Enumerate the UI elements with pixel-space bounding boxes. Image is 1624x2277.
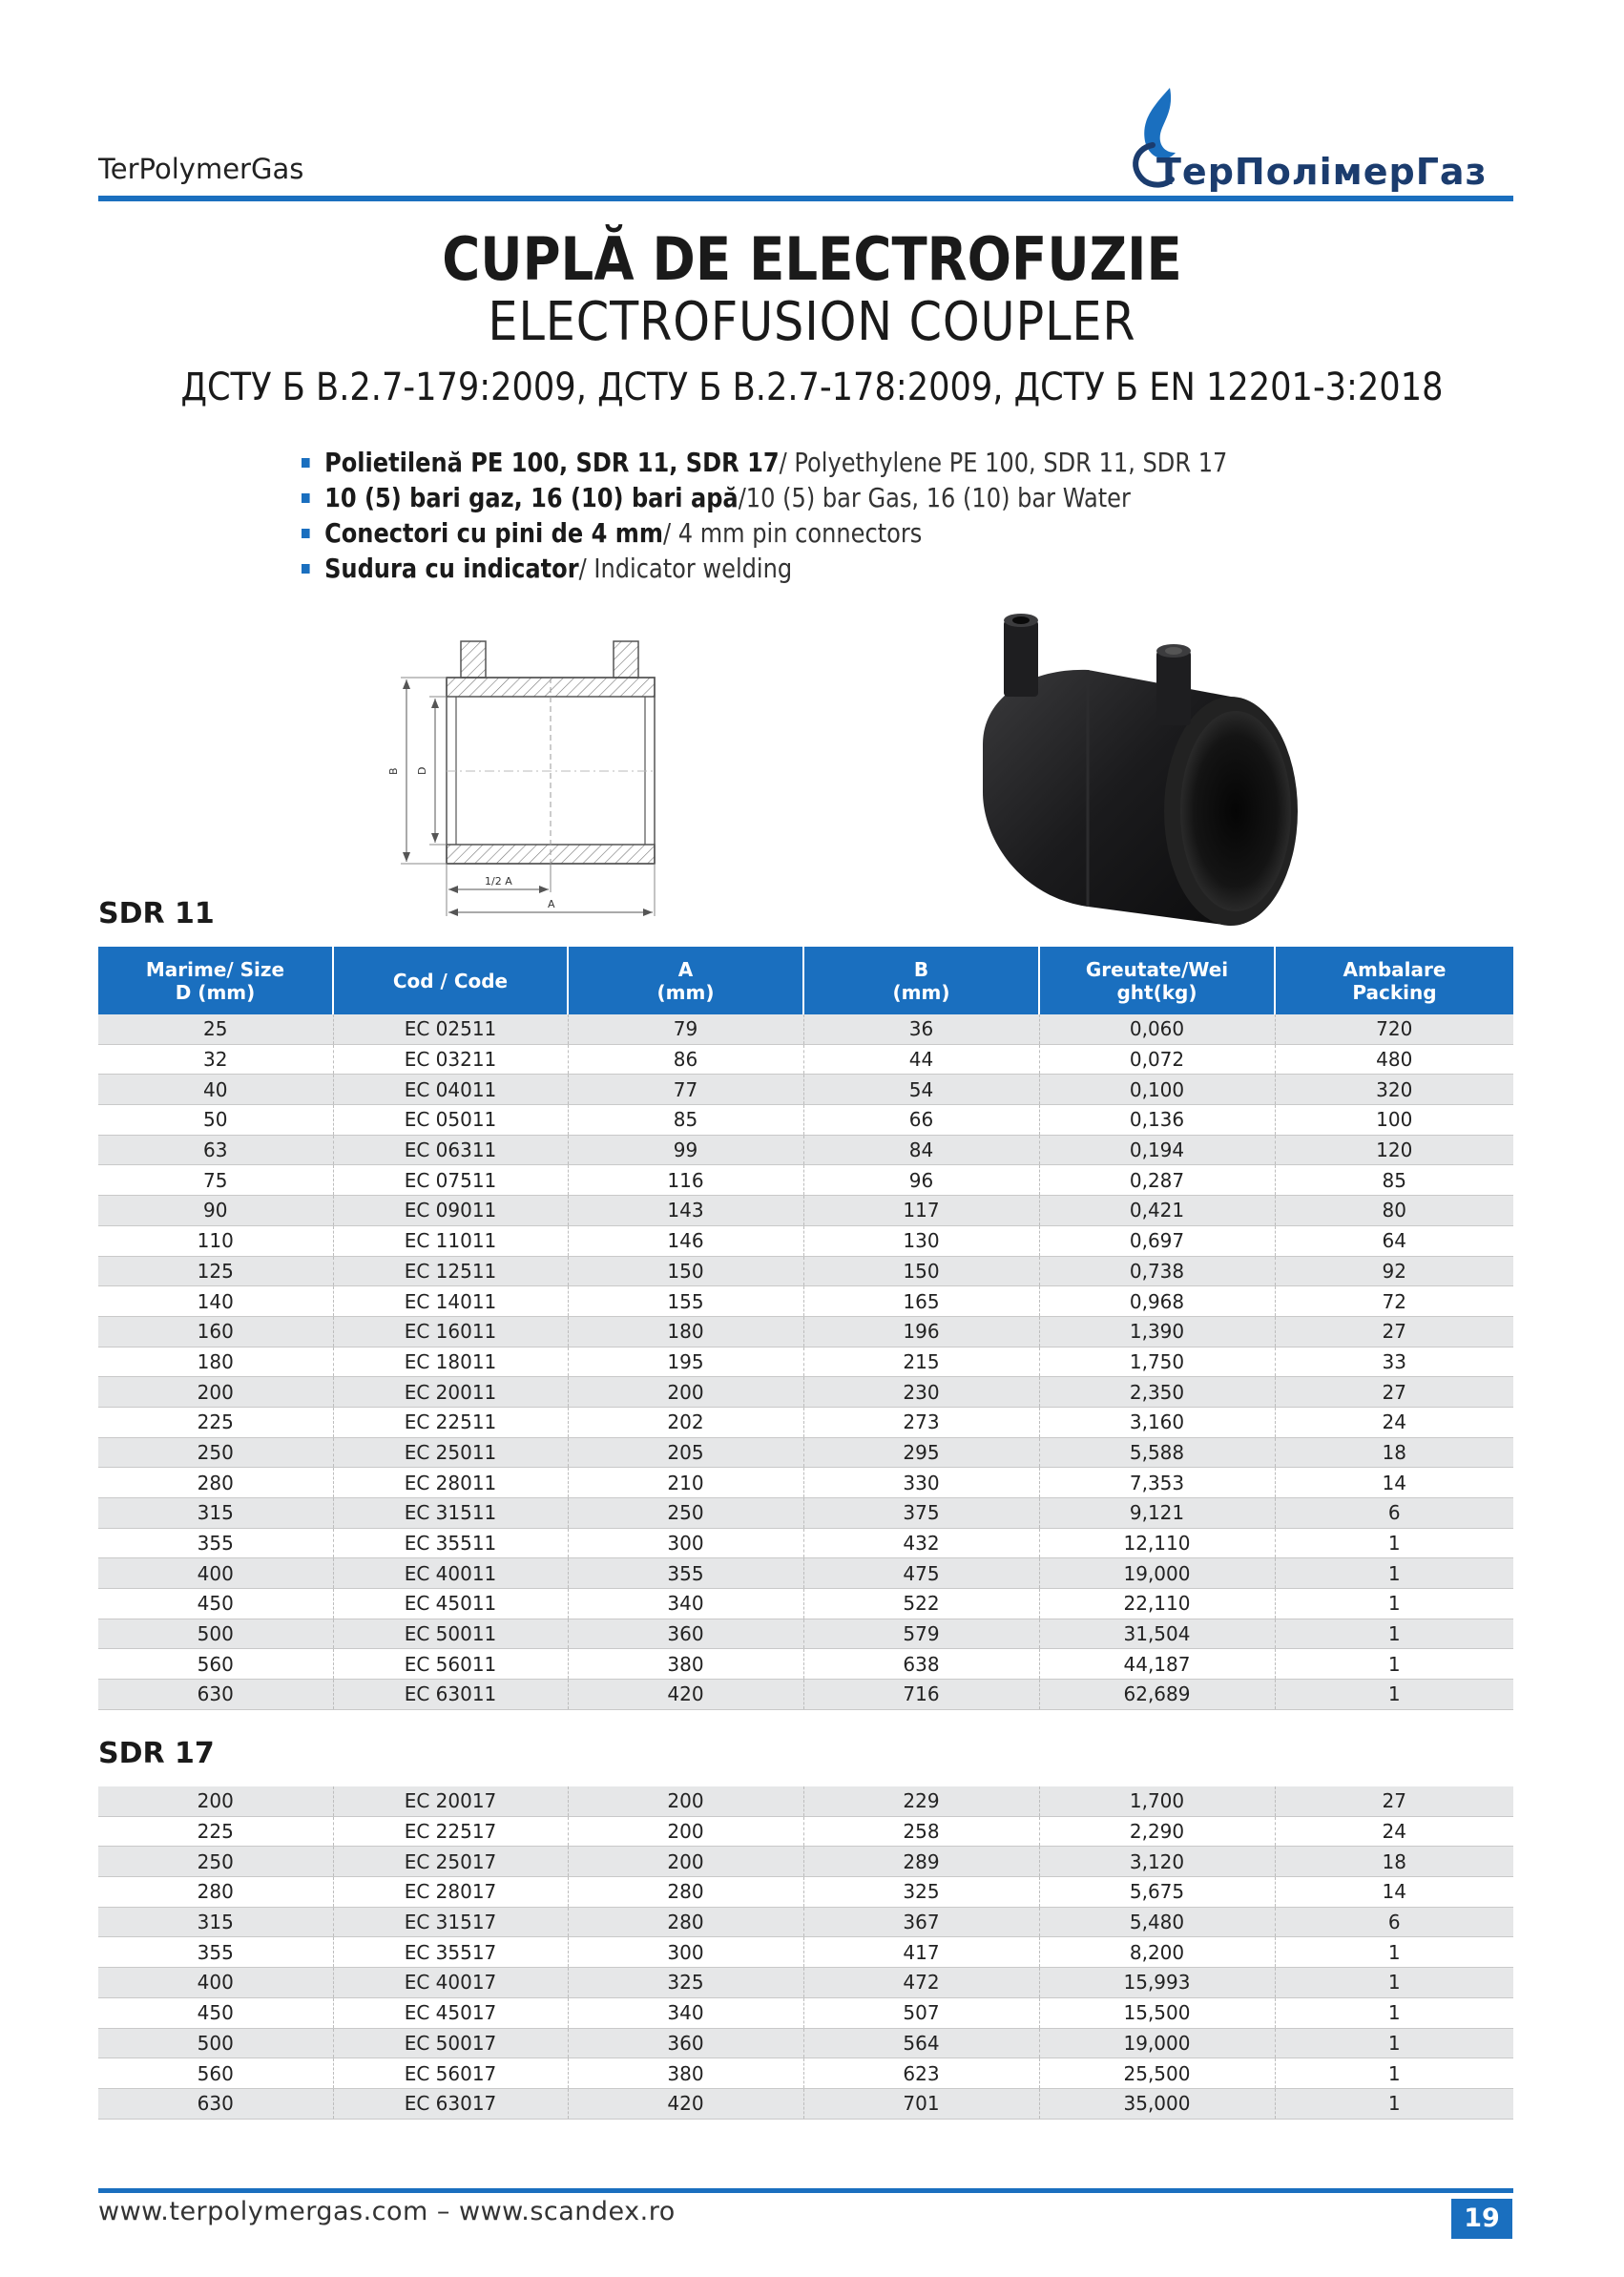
cell-size: 450 <box>98 1997 333 2028</box>
cell-packing: 1 <box>1275 1680 1513 1710</box>
cell-packing: 24 <box>1275 1407 1513 1437</box>
page-number: 19 <box>1451 2199 1512 2239</box>
cell-b: 84 <box>803 1135 1039 1165</box>
cell-b: 96 <box>803 1165 1039 1196</box>
cell-packing: 27 <box>1275 1786 1513 1816</box>
cell-code: EC 22511 <box>333 1407 568 1437</box>
cell-size: 140 <box>98 1286 333 1317</box>
cell-size: 90 <box>98 1196 333 1226</box>
cell-packing: 24 <box>1275 1816 1513 1847</box>
cell-size: 200 <box>98 1786 333 1816</box>
dimension-a-label: A <box>548 898 555 910</box>
cell-size: 250 <box>98 1437 333 1468</box>
cell-size: 63 <box>98 1135 333 1165</box>
table-row <box>98 1558 1513 1589</box>
feature-item: Conectori cu pini de 4 mm / 4 mm pin connectors <box>302 515 1040 551</box>
sdr11-table <box>98 947 1513 1710</box>
bullet-icon <box>302 493 310 503</box>
cell-weight: 31,504 <box>1039 1619 1275 1649</box>
cell-code: EC 56011 <box>333 1649 568 1680</box>
cell-weight: 22,110 <box>1039 1589 1275 1619</box>
cell-b: 330 <box>803 1468 1039 1498</box>
cell-a: 116 <box>568 1165 803 1196</box>
cell-packing: 14 <box>1275 1468 1513 1498</box>
cell-code: EC 28011 <box>333 1468 568 1498</box>
cell-code: EC 12511 <box>333 1256 568 1286</box>
cell-size: 225 <box>98 1816 333 1847</box>
cell-code: EC 45017 <box>333 1997 568 2028</box>
cell-code: EC 11011 <box>333 1225 568 1256</box>
cell-size: 630 <box>98 1680 333 1710</box>
cell-a: 300 <box>568 1528 803 1558</box>
cell-packing: 320 <box>1275 1075 1513 1105</box>
cell-packing: 1 <box>1275 1589 1513 1619</box>
cell-b: 623 <box>803 2058 1039 2089</box>
cell-b: 273 <box>803 1407 1039 1437</box>
cell-size: 355 <box>98 1528 333 1558</box>
cell-weight: 9,121 <box>1039 1498 1275 1529</box>
cell-size: 400 <box>98 1968 333 1998</box>
cell-size: 125 <box>98 1256 333 1286</box>
cell-packing: 27 <box>1275 1377 1513 1408</box>
cell-b: 579 <box>803 1619 1039 1649</box>
table-row <box>98 1997 1513 2028</box>
cell-code: EC 63017 <box>333 2088 568 2119</box>
cell-a: 150 <box>568 1256 803 1286</box>
sdr17-section-title: SDR 17 <box>98 1737 215 1770</box>
cell-code: EC 35511 <box>333 1528 568 1558</box>
cell-size: 280 <box>98 1468 333 1498</box>
cell-size: 200 <box>98 1377 333 1408</box>
cell-weight: 0,697 <box>1039 1225 1275 1256</box>
table-row <box>98 1907 1513 1937</box>
column-header-size: Marime/ Size D (mm) <box>98 947 333 1014</box>
table-row <box>98 1786 1513 1816</box>
cell-size: 315 <box>98 1907 333 1937</box>
table-row <box>98 1225 1513 1256</box>
cell-b: 472 <box>803 1968 1039 1998</box>
cell-b: 289 <box>803 1847 1039 1877</box>
table-header-row <box>98 947 1513 1014</box>
cell-b: 117 <box>803 1196 1039 1226</box>
cell-size: 280 <box>98 1877 333 1908</box>
cell-a: 85 <box>568 1105 803 1136</box>
column-header-packing: Ambalare Packing <box>1275 947 1513 1014</box>
feature-item: Polietilenă PE 100, SDR 11, SDR 17 / Polyethylene PE 100, SDR 11, SDR 17 <box>302 445 1040 480</box>
cell-code: EC 35517 <box>333 1937 568 1968</box>
table-row <box>98 1014 1513 1044</box>
cell-size: 40 <box>98 1075 333 1105</box>
dimension-b-label: B <box>387 767 400 775</box>
table-row <box>98 1468 1513 1498</box>
cell-packing: 1 <box>1275 1997 1513 2028</box>
cell-b: 564 <box>803 2028 1039 2058</box>
standards-line: ДСТУ Б В.2.7-179:2009, ДСТУ Б В.2.7-178:2009, ДСТУ Б EN 12201-3:2018 <box>180 366 1444 409</box>
table-row <box>98 1877 1513 1908</box>
dimension-half-a-label: 1/2 A <box>485 875 512 888</box>
cell-size: 160 <box>98 1316 333 1347</box>
cell-b: 150 <box>803 1256 1039 1286</box>
logo-wordmark: ТерПолімерГаз <box>1156 151 1488 193</box>
cell-weight: 7,353 <box>1039 1468 1275 1498</box>
cell-b: 295 <box>803 1437 1039 1468</box>
sdr17-table <box>98 1786 1513 2120</box>
table-row <box>98 1377 1513 1408</box>
cell-packing: 27 <box>1275 1316 1513 1347</box>
cell-packing: 1 <box>1275 1937 1513 1968</box>
cell-b: 475 <box>803 1558 1039 1589</box>
cell-weight: 1,700 <box>1039 1786 1275 1816</box>
cell-b: 522 <box>803 1589 1039 1619</box>
footer-divider <box>98 2188 1513 2193</box>
feature-item: 10 (5) bari gaz, 16 (10) bari apă /10 (5) bar Gas, 16 (10) bar Water <box>302 480 1040 515</box>
cell-packing: 14 <box>1275 1877 1513 1908</box>
table-row <box>98 1256 1513 1286</box>
cell-a: 180 <box>568 1316 803 1347</box>
table-row <box>98 2058 1513 2089</box>
table-row <box>98 1816 1513 1847</box>
cell-size: 500 <box>98 2028 333 2058</box>
cell-code: EC 56017 <box>333 2058 568 2089</box>
table-row <box>98 1649 1513 1680</box>
cell-weight: 3,120 <box>1039 1847 1275 1877</box>
cell-a: 86 <box>568 1044 803 1075</box>
cell-weight: 2,290 <box>1039 1816 1275 1847</box>
cell-code: EC 06311 <box>333 1135 568 1165</box>
cell-a: 205 <box>568 1437 803 1468</box>
cell-weight: 0,194 <box>1039 1135 1275 1165</box>
cell-code: EC 09011 <box>333 1196 568 1226</box>
cell-b: 716 <box>803 1680 1039 1710</box>
cell-weight: 12,110 <box>1039 1528 1275 1558</box>
feature-list <box>302 445 1228 586</box>
table-row <box>98 1498 1513 1529</box>
table-row <box>98 1589 1513 1619</box>
cell-weight: 5,588 <box>1039 1437 1275 1468</box>
table-row <box>98 1528 1513 1558</box>
cell-code: EC 28017 <box>333 1877 568 1908</box>
cell-weight: 2,350 <box>1039 1377 1275 1408</box>
title-english: ELECTROFUSION COUPLER <box>488 291 1136 353</box>
cell-b: 36 <box>803 1014 1039 1044</box>
cell-a: 200 <box>568 1816 803 1847</box>
cell-packing: 64 <box>1275 1225 1513 1256</box>
cell-code: EC 40011 <box>333 1558 568 1589</box>
cell-a: 380 <box>568 1649 803 1680</box>
cell-size: 225 <box>98 1407 333 1437</box>
dimension-d-label: D <box>416 766 428 775</box>
table-row <box>98 1165 1513 1196</box>
cell-packing: 1 <box>1275 2028 1513 2058</box>
cell-weight: 19,000 <box>1039 2028 1275 2058</box>
cell-code: EC 50017 <box>333 2028 568 2058</box>
bullet-icon <box>302 458 310 468</box>
cell-code: EC 63011 <box>333 1680 568 1710</box>
cell-weight: 15,993 <box>1039 1968 1275 1998</box>
cell-weight: 3,160 <box>1039 1407 1275 1437</box>
cell-a: 325 <box>568 1968 803 1998</box>
cell-code: EC 20011 <box>333 1377 568 1408</box>
cell-a: 300 <box>568 1937 803 1968</box>
cell-code: EC 20017 <box>333 1786 568 1816</box>
cell-code: EC 45011 <box>333 1589 568 1619</box>
cell-b: 325 <box>803 1877 1039 1908</box>
cell-a: 280 <box>568 1877 803 1908</box>
table-row <box>98 1316 1513 1347</box>
technical-drawing <box>363 630 677 926</box>
cell-size: 250 <box>98 1847 333 1877</box>
cell-b: 229 <box>803 1786 1039 1816</box>
cell-a: 380 <box>568 2058 803 2089</box>
cell-packing: 480 <box>1275 1044 1513 1075</box>
cell-code: EC 31511 <box>333 1498 568 1529</box>
cell-code: EC 16011 <box>333 1316 568 1347</box>
cell-packing: 1 <box>1275 1968 1513 1998</box>
table-row <box>98 1437 1513 1468</box>
cell-packing: 1 <box>1275 1528 1513 1558</box>
cell-weight: 0,421 <box>1039 1196 1275 1226</box>
table-row <box>98 1105 1513 1136</box>
cell-code: EC 14011 <box>333 1286 568 1317</box>
cell-weight: 19,000 <box>1039 1558 1275 1589</box>
cell-code: EC 07511 <box>333 1165 568 1196</box>
cell-packing: 6 <box>1275 1907 1513 1937</box>
cell-code: EC 25017 <box>333 1847 568 1877</box>
cell-packing: 1 <box>1275 2058 1513 2089</box>
cell-b: 230 <box>803 1377 1039 1408</box>
sdr11-table-body <box>98 1014 1513 1709</box>
cell-packing: 92 <box>1275 1256 1513 1286</box>
table-row <box>98 1044 1513 1075</box>
cell-size: 560 <box>98 2058 333 2089</box>
cell-a: 340 <box>568 1997 803 2028</box>
cell-a: 77 <box>568 1075 803 1105</box>
cell-weight: 0,738 <box>1039 1256 1275 1286</box>
sdr17-table-body <box>98 1786 1513 2119</box>
cell-weight: 8,200 <box>1039 1937 1275 1968</box>
cell-weight: 1,750 <box>1039 1347 1275 1377</box>
table-row <box>98 1680 1513 1710</box>
sdr11-section-title: SDR 11 <box>98 897 215 930</box>
footer-website: www.terpolymergas.com – www.scandex.ro <box>98 2197 676 2226</box>
cell-a: 360 <box>568 1619 803 1649</box>
column-header-code: Cod / Code <box>333 947 568 1014</box>
cell-weight: 0,968 <box>1039 1286 1275 1317</box>
cell-code: EC 22517 <box>333 1816 568 1847</box>
cell-b: 196 <box>803 1316 1039 1347</box>
table-row <box>98 1135 1513 1165</box>
cell-a: 202 <box>568 1407 803 1437</box>
cell-b: 44 <box>803 1044 1039 1075</box>
cell-a: 280 <box>568 1907 803 1937</box>
header-divider <box>98 196 1513 201</box>
cell-weight: 0,060 <box>1039 1014 1275 1044</box>
cell-size: 50 <box>98 1105 333 1136</box>
cell-a: 79 <box>568 1014 803 1044</box>
cell-size: 180 <box>98 1347 333 1377</box>
bullet-icon <box>302 564 310 574</box>
cell-b: 258 <box>803 1816 1039 1847</box>
cell-weight: 0,287 <box>1039 1165 1275 1196</box>
cell-packing: 1 <box>1275 1649 1513 1680</box>
cell-size: 560 <box>98 1649 333 1680</box>
cell-packing: 1 <box>1275 1558 1513 1589</box>
cell-weight: 44,187 <box>1039 1649 1275 1680</box>
cell-code: EC 50011 <box>333 1619 568 1649</box>
cell-a: 200 <box>568 1847 803 1877</box>
cell-size: 450 <box>98 1589 333 1619</box>
brand-name: TerPolymerGas <box>98 153 304 185</box>
cell-a: 200 <box>568 1377 803 1408</box>
cell-size: 630 <box>98 2088 333 2119</box>
cell-a: 355 <box>568 1558 803 1589</box>
cell-a: 195 <box>568 1347 803 1377</box>
cell-a: 155 <box>568 1286 803 1317</box>
cell-size: 75 <box>98 1165 333 1196</box>
cell-b: 54 <box>803 1075 1039 1105</box>
cell-weight: 15,500 <box>1039 1997 1275 2028</box>
cell-a: 360 <box>568 2028 803 2058</box>
cell-weight: 0,100 <box>1039 1075 1275 1105</box>
cell-weight: 5,480 <box>1039 1907 1275 1937</box>
cell-b: 638 <box>803 1649 1039 1680</box>
cell-a: 340 <box>568 1589 803 1619</box>
cell-code: EC 04011 <box>333 1075 568 1105</box>
table-row <box>98 1075 1513 1105</box>
table-row <box>98 1407 1513 1437</box>
cell-a: 420 <box>568 1680 803 1710</box>
feature-item: Sudura cu indicator / Indicator welding <box>302 551 1040 586</box>
cell-size: 110 <box>98 1225 333 1256</box>
cell-packing: 85 <box>1275 1165 1513 1196</box>
table-row <box>98 1968 1513 1998</box>
cell-size: 500 <box>98 1619 333 1649</box>
cell-a: 146 <box>568 1225 803 1256</box>
cell-code: EC 03211 <box>333 1044 568 1075</box>
cell-packing: 100 <box>1275 1105 1513 1136</box>
cell-b: 701 <box>803 2088 1039 2119</box>
cell-size: 355 <box>98 1937 333 1968</box>
cell-code: EC 18011 <box>333 1347 568 1377</box>
cell-a: 250 <box>568 1498 803 1529</box>
cell-weight: 0,072 <box>1039 1044 1275 1075</box>
cell-weight: 25,500 <box>1039 2058 1275 2089</box>
cell-b: 130 <box>803 1225 1039 1256</box>
cell-a: 143 <box>568 1196 803 1226</box>
cell-packing: 80 <box>1275 1196 1513 1226</box>
cell-size: 25 <box>98 1014 333 1044</box>
cell-packing: 18 <box>1275 1437 1513 1468</box>
cell-b: 375 <box>803 1498 1039 1529</box>
table-row <box>98 1196 1513 1226</box>
cell-b: 432 <box>803 1528 1039 1558</box>
table-row <box>98 1937 1513 1968</box>
cell-packing: 72 <box>1275 1286 1513 1317</box>
cell-weight: 62,689 <box>1039 1680 1275 1710</box>
cell-weight: 5,675 <box>1039 1877 1275 1908</box>
column-header-weight: Greutate/Wei ght(kg) <box>1039 947 1275 1014</box>
cell-b: 165 <box>803 1286 1039 1317</box>
cell-packing: 120 <box>1275 1135 1513 1165</box>
cell-weight: 1,390 <box>1039 1316 1275 1347</box>
title-romanian: CUPLĂ DE ELECTROFUZIE <box>442 224 1182 294</box>
cell-a: 99 <box>568 1135 803 1165</box>
cell-weight: 0,136 <box>1039 1105 1275 1136</box>
cell-packing: 33 <box>1275 1347 1513 1377</box>
cell-b: 215 <box>803 1347 1039 1377</box>
cell-a: 210 <box>568 1468 803 1498</box>
cell-b: 417 <box>803 1937 1039 1968</box>
cell-code: EC 25011 <box>333 1437 568 1468</box>
cell-code: EC 31517 <box>333 1907 568 1937</box>
table-row <box>98 1347 1513 1377</box>
cell-a: 200 <box>568 1786 803 1816</box>
cell-size: 32 <box>98 1044 333 1075</box>
cell-size: 315 <box>98 1498 333 1529</box>
cell-code: EC 40017 <box>333 1968 568 1998</box>
table-row <box>98 2028 1513 2058</box>
cell-packing: 1 <box>1275 2088 1513 2119</box>
cell-b: 66 <box>803 1105 1039 1136</box>
cell-weight: 35,000 <box>1039 2088 1275 2119</box>
table-row <box>98 1286 1513 1317</box>
bullet-icon <box>302 529 310 538</box>
table-row <box>98 1619 1513 1649</box>
table-row <box>98 2088 1513 2119</box>
cell-packing: 720 <box>1275 1014 1513 1044</box>
cell-packing: 18 <box>1275 1847 1513 1877</box>
cell-b: 507 <box>803 1997 1039 2028</box>
cell-packing: 1 <box>1275 1619 1513 1649</box>
cell-a: 420 <box>568 2088 803 2119</box>
column-header-b: B (mm) <box>803 947 1039 1014</box>
coupler-photo <box>945 601 1326 945</box>
column-header-a: A (mm) <box>568 947 803 1014</box>
cell-b: 367 <box>803 1907 1039 1937</box>
cell-size: 400 <box>98 1558 333 1589</box>
cell-code: EC 05011 <box>333 1105 568 1136</box>
cell-packing: 6 <box>1275 1498 1513 1529</box>
table-row <box>98 1847 1513 1877</box>
cell-code: EC 02511 <box>333 1014 568 1044</box>
